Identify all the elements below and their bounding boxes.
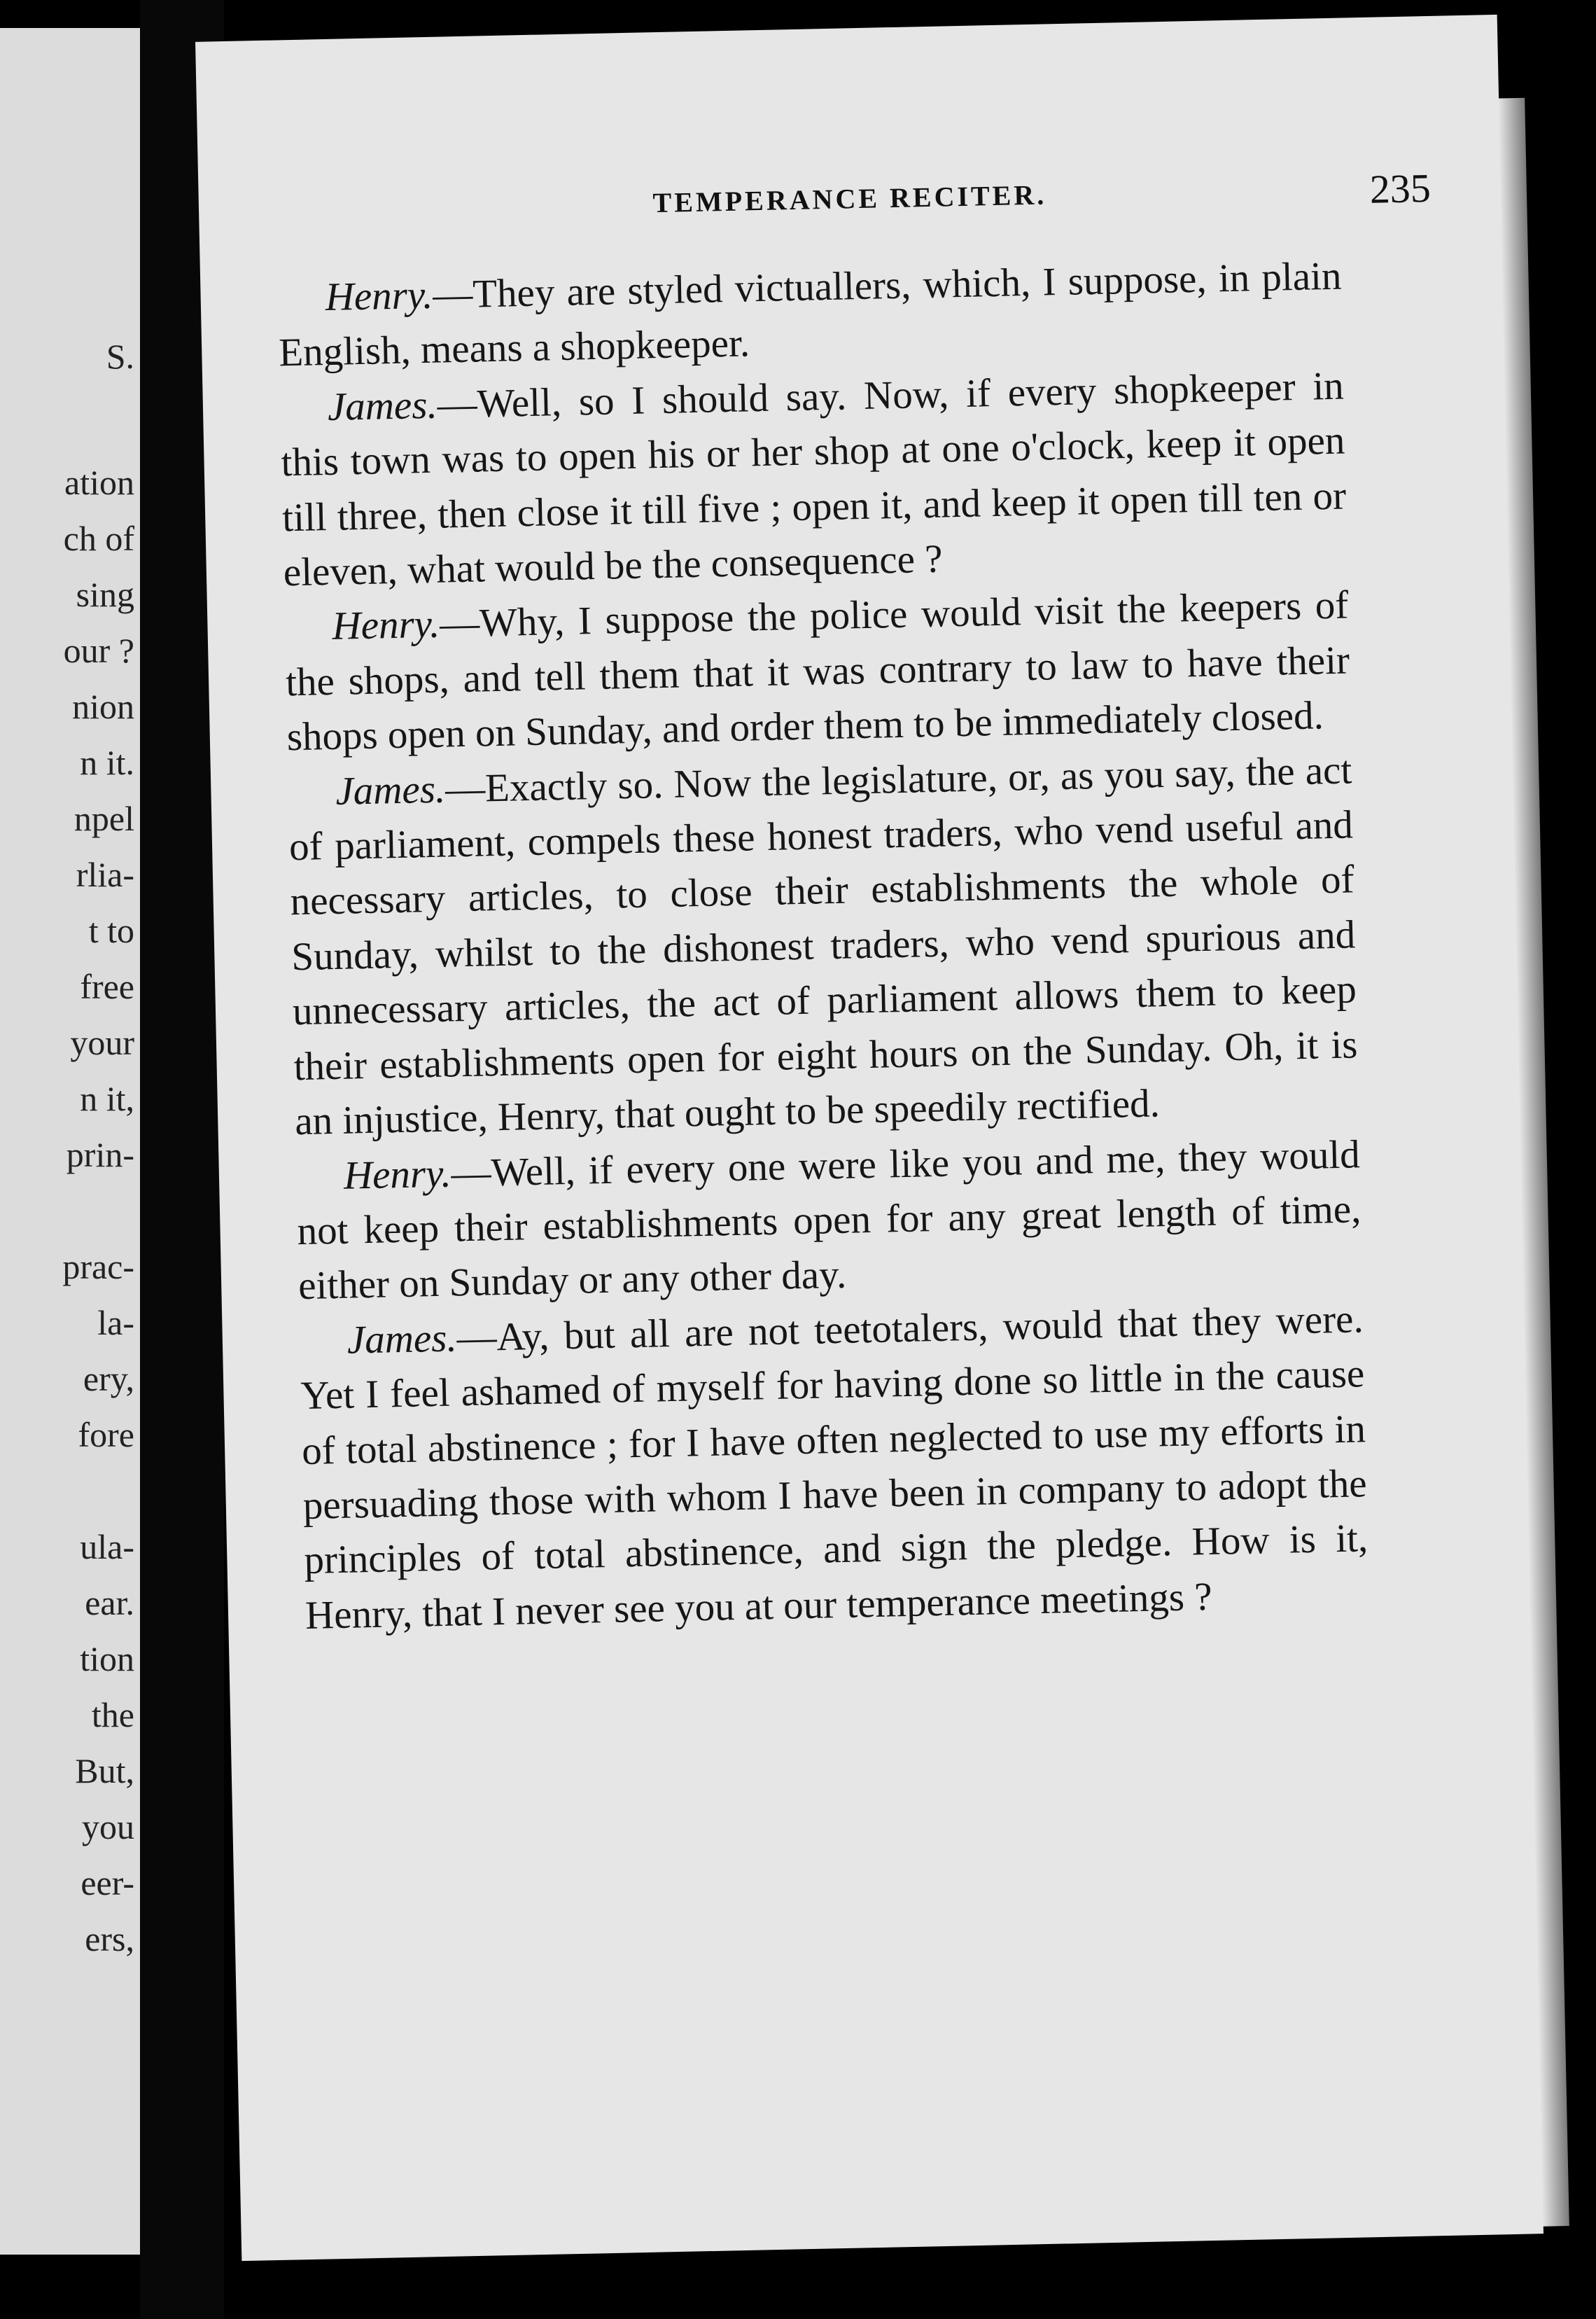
facing-page-fragment: la- xyxy=(97,1303,134,1342)
facing-page-fragment: the xyxy=(91,1695,134,1734)
facing-page-fragment: t to xyxy=(88,911,134,950)
dialogue-paragraph xyxy=(299,1292,1370,1643)
facing-page-left xyxy=(0,28,140,2255)
facing-page-fragment: sing xyxy=(76,575,134,614)
speaker-name: James. xyxy=(327,382,438,429)
facing-page-fragment: prin- xyxy=(66,1135,134,1174)
speaker-name: James. xyxy=(335,767,446,814)
facing-page-fragment: our ? xyxy=(63,631,134,670)
dialogue-paragraph xyxy=(279,358,1348,600)
facing-page-fragment: npel xyxy=(74,799,134,838)
facing-page-fragment: free xyxy=(80,967,134,1006)
book-page xyxy=(195,15,1544,2261)
paragraph-text: —They are styled victuallers, which, I suppose, in plain English, means a shopkeeper. xyxy=(278,253,1343,375)
facing-page-fragment: tion xyxy=(80,1639,134,1678)
facing-page-fragment: ear. xyxy=(85,1583,134,1622)
dialogue-paragraph xyxy=(284,578,1352,765)
dialogue-paragraph xyxy=(277,249,1343,382)
speaker-name: James. xyxy=(346,1316,458,1363)
dialogue-body xyxy=(277,249,1370,1644)
facing-page-fragment: nion xyxy=(72,687,134,726)
facing-page-fragment: ula- xyxy=(80,1527,134,1566)
facing-page-fragment: ation xyxy=(64,463,134,502)
running-head-title: TEMPERANCE RECITER. xyxy=(652,179,1047,219)
facing-page-fragment: prac- xyxy=(62,1247,134,1286)
facing-page-fragment: your xyxy=(70,1023,134,1062)
facing-page-fragment: ch of xyxy=(63,519,134,558)
facing-page-fragment: n it. xyxy=(80,743,134,782)
speaker-name: Henry. xyxy=(331,602,440,649)
speaker-name: Henry. xyxy=(343,1151,452,1198)
facing-page-fragment: ers, xyxy=(85,1919,134,1958)
page-number: 235 xyxy=(1369,165,1432,212)
paragraph-text: —Why, I suppose the police would visit the keepers of the shops, and tell them that it was contrary to law to have their shops open on Sunday, and order them to be immediately closed. xyxy=(285,583,1350,760)
dialogue-paragraph xyxy=(288,743,1359,1150)
speaker-name: Henry. xyxy=(325,272,433,320)
paragraph-text: —Ay, but all are not teetotalers, would that they were. Yet I feel ashamed of myself for having done so little in the cause of total abstinence ; for I have often neglected to use my efforts in persuading those with whom I have been in company to adopt the principles of total abstinence, and sign the pledge. How is it, Henry, that I never see you at our temperance meetings ? xyxy=(300,1297,1368,1638)
facing-page-fragment: fore xyxy=(78,1415,134,1454)
facing-page-fragment: ery, xyxy=(83,1359,134,1398)
running-head xyxy=(269,165,1432,237)
dialogue-paragraph xyxy=(295,1127,1363,1314)
paragraph-text: —Well, so I should say. Now, if every shopkeeper in this town was to open his or her shop at one o'clock, keep it open till three, then close it till five ; open it, and keep it open till ten or eleven, what would be the consequence ? xyxy=(280,363,1347,595)
facing-page-fragment: n it, xyxy=(80,1079,134,1118)
paragraph-text: —Well, if every one were like you and me, they would not keep their establishments open for any great length of time, either on Sunday or any other day. xyxy=(296,1131,1362,1309)
facing-page-fragment: S. xyxy=(106,337,134,376)
paragraph-text: —Exactly so. Now the legislature, or, as you say, the act of parliament, compels these honest traders, who vend useful and necessary articles, to close their establishments the whole of Sunday, whilst to the dishonest traders, who vend spurious and unnecessary articles, the act of parliament allows them to keep their establishments open for eight hours on the Sunday. Oh, it is an injustice, Henry, that ought to be speedily rectified. xyxy=(288,748,1359,1144)
facing-page-fragment: eer- xyxy=(80,1863,134,1902)
facing-page-fragment: But, xyxy=(75,1751,134,1790)
facing-page-fragment: you xyxy=(82,1807,134,1846)
facing-page-fragment: rlia- xyxy=(76,855,134,894)
